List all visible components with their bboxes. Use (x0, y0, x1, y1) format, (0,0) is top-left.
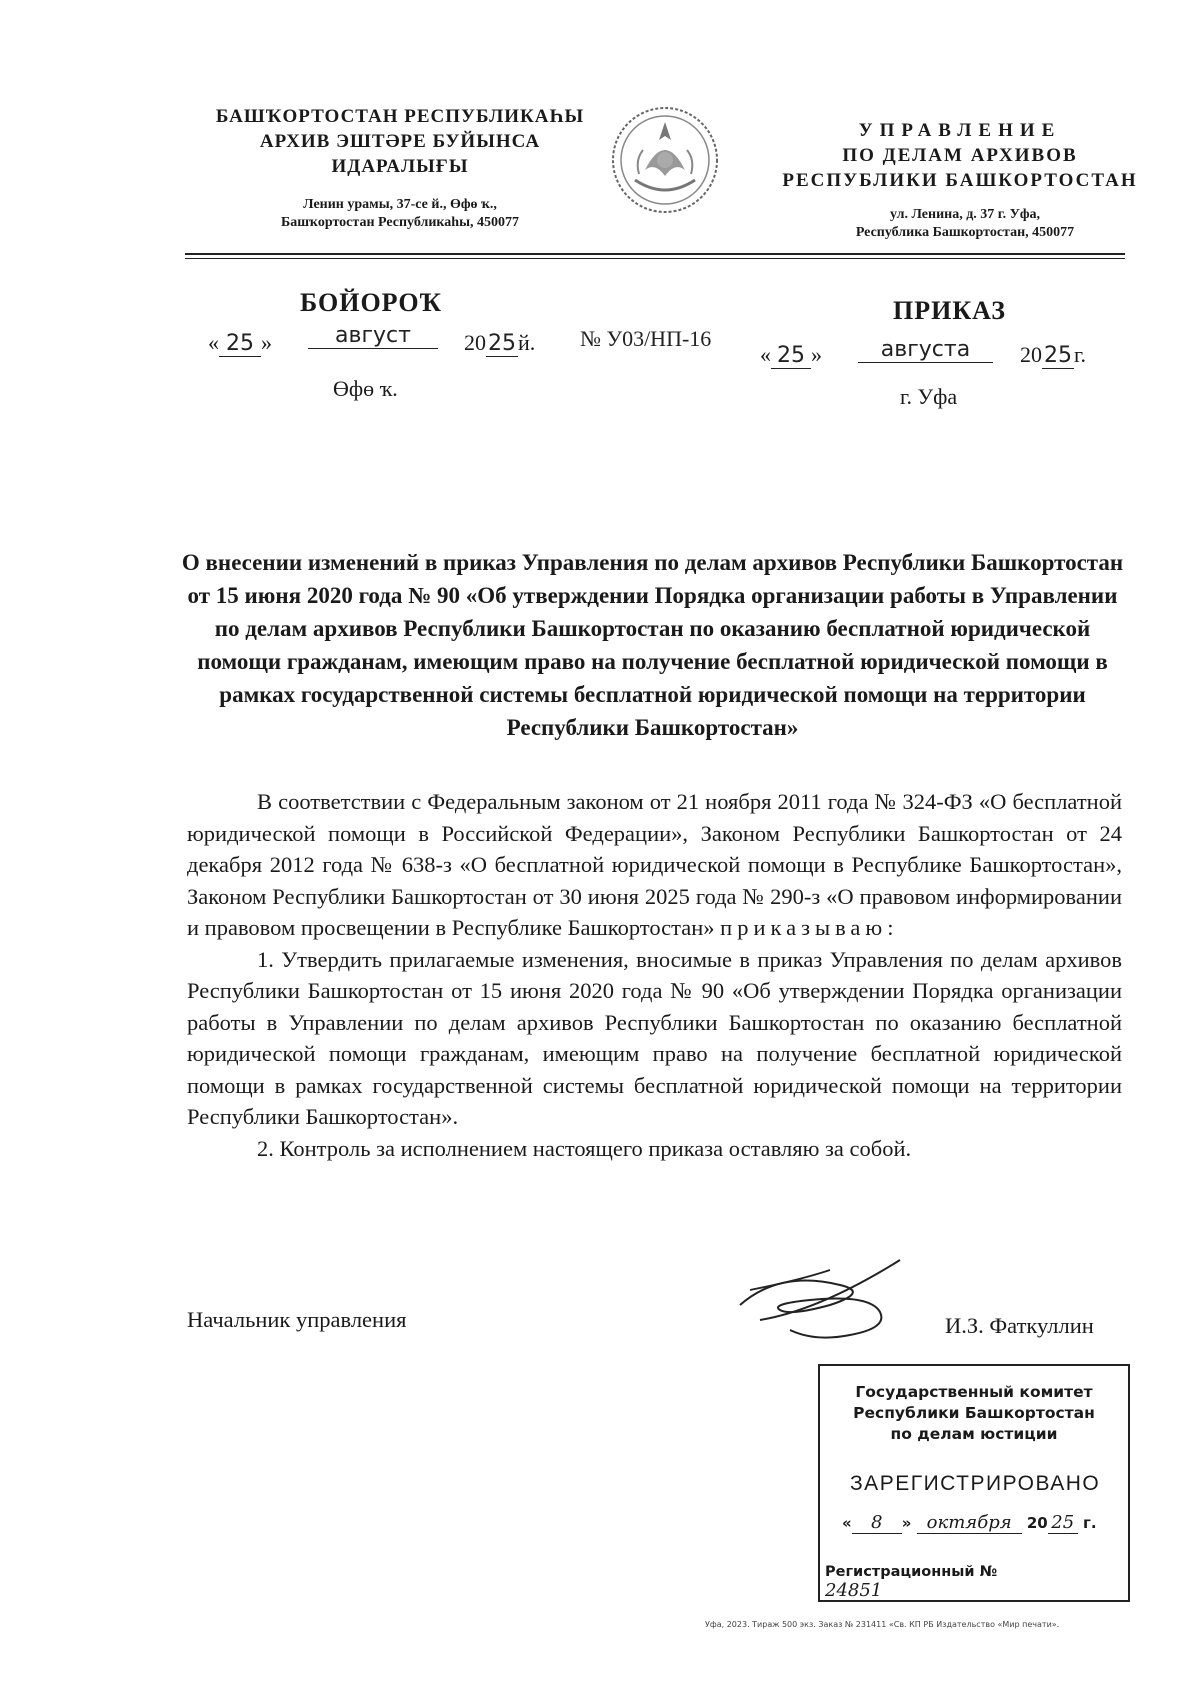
header-left-org-line: БАШҠОРТОСТАН РЕСПУБЛИКАҺЫ (215, 106, 585, 127)
stamp-day: 8 (852, 1512, 902, 1534)
signatory-position: Начальник управления (187, 1307, 407, 1332)
stamp-org-line: Республики Башкортостан (853, 1404, 1095, 1422)
stamp-reg-number: 24851 (825, 1580, 945, 1602)
order-number: № У03/НП-16 (580, 326, 712, 351)
right-year-suffix: 25 (1044, 343, 1072, 368)
header-left-address-line: Ленин урамы, 37-се й., Өфө ҡ., (303, 197, 497, 212)
stamp-close-quote: » (901, 1514, 912, 1532)
header-left-address (230, 196, 570, 232)
left-date-year (464, 330, 535, 357)
header-right-org-line: УПРАВЛЕНИЕ (858, 120, 1062, 141)
signatory-name: И.З. Фаткуллин (945, 1313, 1094, 1338)
right-year-mark: г. (1074, 342, 1087, 367)
right-date-year (1020, 342, 1086, 369)
left-date-month: август (308, 323, 438, 349)
left-city: Өфө ҡ. (333, 376, 398, 401)
stamp-date (842, 1512, 1122, 1534)
document-body (187, 786, 1122, 1164)
stamp-org (820, 1382, 1128, 1445)
print-footer: Уфа, 2023. Тираж 500 экз. Заказ № 231411 «Св. КП РБ Издательство «Мир печати». (705, 1620, 1060, 1629)
boyorok-title: БОЙОРОҠ (300, 288, 443, 317)
left-year-suffix: 25 (488, 331, 516, 356)
left-date-day: 25 (219, 331, 261, 357)
body-preamble (187, 786, 1122, 944)
left-date-line (208, 330, 272, 357)
document-title: О внесении изменений в приказ Управления по делам архивов Республики Башкортостан от 15 июня 2020 года № 90 «Об утверждении Порядка организации работы в Управлении по делам архивов Республики Башкортостан по оказанию бесплатной юридической помощи гражданам, имеющим право на получение бесплатной юридической помощи в рамках государственной системы бесплатной юридической помощи на территории Республики Башкортостан» (181, 550, 1124, 740)
right-year-prefix: 20 (1020, 342, 1042, 367)
header-left-org (190, 104, 610, 179)
right-date-day: 25 (771, 343, 811, 369)
header-divider (185, 258, 1125, 259)
stamp-month: октября (917, 1512, 1022, 1534)
registration-stamp (818, 1364, 1130, 1602)
right-city: г. Уфа (900, 384, 958, 409)
left-date-open-quote: « (208, 330, 219, 355)
header-left-org-line: АРХИВ ЭШТӘРЕ БУЙЫНСА (259, 131, 541, 152)
handwritten-signature (720, 1250, 920, 1360)
right-date-close-quote: » (811, 342, 822, 367)
stamp-org-line: по делам юстиции (890, 1425, 1058, 1443)
right-date-month-wrap (858, 336, 993, 363)
left-date-close-quote: » (261, 330, 272, 355)
header-right-address-line: ул. Ленина, д. 37 г. Уфа, (889, 207, 1041, 222)
right-date-month: августа (858, 337, 993, 363)
stamp-reg-number-row (825, 1564, 1115, 1602)
stamp-year-suffix: 25 (1048, 1512, 1078, 1534)
stamp-year-mark: г. (1082, 1514, 1097, 1532)
prikaz-title: ПРИКАЗ (893, 296, 1007, 325)
right-date-open-quote: « (760, 342, 771, 367)
right-date-line (760, 342, 822, 369)
header-right-address-line: Республика Башкортостан, 450077 (855, 225, 1075, 240)
header-right-org (770, 118, 1150, 193)
left-year-prefix: 20 (464, 330, 486, 355)
header-right-address (820, 206, 1110, 242)
stamp-reg-label: Регистрационный № (825, 1564, 998, 1580)
stamp-open-quote: « (842, 1514, 852, 1532)
header-left-address-line: Башҡортостан Республикаһы, 450077 (280, 215, 519, 230)
stamp-org-line: Государственный комитет (855, 1383, 1093, 1401)
body-order-word: приказываю: (720, 915, 899, 940)
body-item-2: 2. Контроль за исполнением настоящего приказа оставляю за собой. (257, 1135, 912, 1161)
header-divider (185, 253, 1125, 255)
header-right-org-line: ПО ДЕЛАМ АРХИВОВ (842, 145, 1078, 166)
left-date-month-wrap (308, 322, 438, 349)
header-left-org-line: ИДАРАЛЫҒЫ (331, 156, 469, 177)
coat-of-arms-emblem (605, 100, 725, 220)
header-right-org-line: РЕСПУБЛИКИ БАШКОРТОСТАН (782, 170, 1138, 191)
stamp-year-prefix: 20 (1026, 1514, 1048, 1532)
body-preamble-text: В соответствии с Федеральным законом от 21 ноября 2011 года № 324-ФЗ «О бесплатной юридической помощи в Российской Федерации», Законом Республики Башкортостан от 24 декабря 2012 года № 638-з «О бесплатной юридической помощи в Республике Башкортостан», Законом Республики Башкортостан от 30 июня 2025 года № 290-з «О правовом информировании и правовом просвещении в Республике Башкортостан» (187, 789, 1122, 940)
stamp-registered: ЗАРЕГИСТРИРОВАНО (850, 1472, 1101, 1495)
body-item-1: 1. Утвердить прилагаемые изменения, вносимые в приказ Управления по делам архивов Республики Башкортостан от 15 июня 2020 года № 90 «Об утверждении Порядка организации работы в Управлении по делам архивов Республики Башкортостан по оказанию бесплатной юридической помощи гражданам, имеющим право на получение бесплатной юридической помощи в рамках государственной системы бесплатной юридической помощи на территории Республики Башкортостан». (187, 946, 1122, 1129)
left-year-mark: й. (518, 330, 536, 355)
